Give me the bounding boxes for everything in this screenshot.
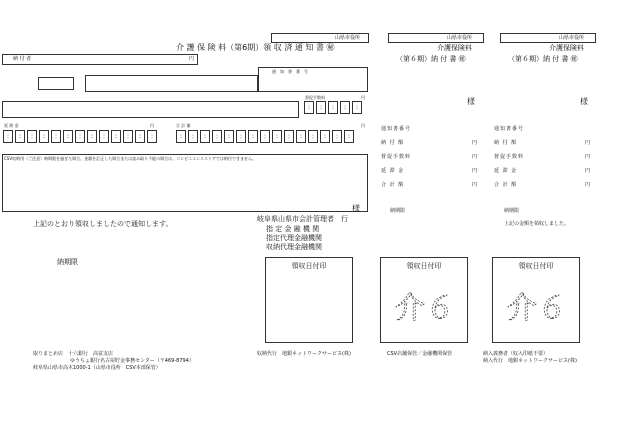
- bank-collection-agent: 収納代理金融機関: [266, 243, 322, 251]
- stub2-sama: 様: [580, 97, 588, 106]
- stub1-stamp-label: 領収日付印: [406, 262, 442, 270]
- stub2-footer-line-2: 納入代行 地銀ネットワークサービス(株): [483, 358, 577, 364]
- total-digit: :: [260, 130, 270, 143]
- stub2-row-yen: 円: [584, 140, 590, 146]
- payer-name-box[interactable]: [85, 75, 258, 92]
- agent-text: 収納代行 地銀ネットワークサービス(株): [257, 351, 351, 357]
- arrears-label: 延 滞 金: [4, 123, 19, 128]
- total-digit: :: [332, 130, 342, 143]
- stub1-row-arrears: [381, 168, 477, 174]
- arrears-digit: :: [63, 130, 73, 143]
- stub1-stamp-mark: [395, 286, 455, 326]
- stub2-office-label: 山県市役所: [559, 35, 585, 41]
- total-digit: :: [320, 130, 330, 143]
- stub1-row-label: 延 滞 金: [381, 168, 405, 174]
- receipt-sama: 様: [352, 204, 360, 213]
- arrears-digit: :: [135, 130, 145, 143]
- footer-line-3: 岐阜県山県市高木1000-1（山県市役所 CSV本部保管）: [33, 365, 161, 371]
- receipt-stamp-box: [265, 257, 353, 343]
- arrears-digit: :: [147, 130, 157, 143]
- fee-digit: :: [340, 101, 350, 114]
- payer-row: [2, 54, 198, 65]
- stub1-due-label: 納期限: [390, 208, 406, 214]
- total-digit: :: [176, 130, 186, 143]
- arrears-digit: :: [75, 130, 85, 143]
- stub2-due-label: 納期限: [504, 208, 520, 214]
- arrears-digit: :: [111, 130, 121, 143]
- stub1-row-yen: 円: [471, 140, 477, 146]
- stub2-row-yen: 円: [584, 154, 590, 160]
- stub1-row-total: [381, 182, 477, 188]
- stub2-title1: 介護保険料: [549, 44, 584, 52]
- fee-digit: :: [304, 101, 314, 114]
- notice-number-label: 通 知 書 番 号: [272, 69, 308, 74]
- arrears-digit: :: [39, 130, 49, 143]
- stub1-row-label: 納 付 額: [381, 140, 405, 146]
- stub2-stamp-mark: [507, 286, 567, 326]
- total-digit: :: [212, 130, 222, 143]
- stub2-row-label: 延 滞 金: [494, 168, 518, 174]
- stub1-title2: （第６期）納 付 書 ㊙: [396, 55, 466, 63]
- stub2-received-text: 上記の金額を領収しました。: [504, 221, 570, 227]
- total-yen: 円: [361, 123, 365, 128]
- stub2-row-arrears: [494, 168, 590, 174]
- fee-digit: :: [352, 101, 362, 114]
- stub1-row-fee: [381, 154, 477, 160]
- stub1-row-yen: 円: [471, 168, 477, 174]
- total-digit: :: [308, 130, 318, 143]
- stub2-title2: （第６期）納 付 書 ㊙: [508, 55, 578, 63]
- arrears-digit: :: [15, 130, 25, 143]
- arrears-digits: [3, 130, 157, 143]
- stub1-row-yen: 円: [471, 154, 477, 160]
- stub2-row-fee: [494, 154, 590, 160]
- total-digit: :: [188, 130, 198, 143]
- stub1-office-label: 山県市役所: [447, 35, 473, 41]
- stub2-row-total: [494, 182, 590, 188]
- footer-line-2: ゆうちょ銀行名古屋貯金事務センター（〒469-8794）: [70, 358, 194, 364]
- warning-text: CSV収納用（ご注意）納期限を過ぎた場合、金額を訂正した場合または読み取り不能の場合は、コンビニエンスストアでは納付できません。: [4, 156, 257, 161]
- barcode-area: [2, 154, 368, 212]
- fee-yen: 円: [361, 95, 365, 100]
- stub2-row-amount: [494, 140, 590, 146]
- stub1-row-label: 督促手数料: [381, 154, 412, 160]
- total-label: 合 計 額: [176, 123, 191, 128]
- fee-digit: :: [328, 101, 338, 114]
- total-digit: :: [248, 130, 258, 143]
- receipt-office-label: 山県市役所: [335, 35, 361, 41]
- total-digit: :: [344, 130, 354, 143]
- arrears-digit: :: [27, 130, 37, 143]
- arrears-yen: 円: [150, 123, 154, 128]
- arrears-digit: :: [87, 130, 97, 143]
- bank-designated-agent: 指定代理金融機関: [266, 234, 322, 242]
- receipt-title: 介 護 保 険 料（第6期）領 収 済 通 知 書 ㊙: [176, 43, 335, 52]
- total-digit: :: [236, 130, 246, 143]
- stub2-row-notice: [494, 126, 590, 132]
- stub2-footer-line-1: 納入義務者（収入印紙不要）: [483, 351, 549, 357]
- notified-text: 上記のとおり領収しましたので通知します。: [33, 220, 173, 228]
- arrears-digit: :: [99, 130, 109, 143]
- bank-designated: 指 定 金 融 機 関: [266, 225, 320, 233]
- stub2-stamp-label: 領収日付印: [518, 262, 554, 270]
- arrears-digit: :: [123, 130, 133, 143]
- stub2-row-label: 納 付 額: [494, 140, 518, 146]
- fee-digit: :: [316, 101, 326, 114]
- stub1-footer-text: CSV店舗保管／金融機関保管: [387, 351, 453, 357]
- stub1-row-yen: 円: [471, 182, 477, 188]
- arrears-digit: :: [3, 130, 13, 143]
- total-digits: [176, 130, 354, 143]
- stub2-row-yen: 円: [584, 182, 590, 188]
- payer-code-box[interactable]: [38, 77, 74, 90]
- fee-label: 督促手数料: [305, 95, 325, 100]
- stub1-stamp-box: [380, 257, 468, 343]
- stub2-row-yen: 円: [584, 168, 590, 174]
- stub1-row-label: 合 計 額: [381, 182, 405, 188]
- total-digit: :: [200, 130, 210, 143]
- receipt-due-label: 納期限: [57, 258, 78, 266]
- address-box: [2, 101, 299, 118]
- fee-digits: [304, 101, 362, 114]
- svg-text:介６: 介６: [395, 291, 455, 326]
- total-digit: :: [296, 130, 306, 143]
- total-digit: :: [272, 130, 282, 143]
- svg-text:介６: 介６: [507, 291, 567, 326]
- arrears-digit: :: [51, 130, 61, 143]
- stub1-row-amount: [381, 140, 477, 146]
- stub1-row-notice: [381, 126, 477, 132]
- stub2-stamp-box: [492, 257, 580, 343]
- stub2-row-label: 合 計 額: [494, 182, 518, 188]
- total-digit: :: [224, 130, 234, 143]
- stub1-row-label: 通知書番号: [381, 126, 412, 132]
- stub2-row-label: 督促手数料: [494, 154, 525, 160]
- treasurer-text: 岐阜県山県市会計管理者 行: [257, 215, 348, 223]
- total-digit: :: [284, 130, 294, 143]
- stub1-sama: 様: [467, 97, 475, 106]
- stub2-row-label: 通知書番号: [494, 126, 525, 132]
- payer-yen: 円: [189, 56, 195, 62]
- receipt-stamp-label: 領収日付印: [291, 262, 327, 270]
- payer-label: 納 付 者: [13, 56, 32, 62]
- footer-line-1: 取りまとめ店 十六銀行 高富支店: [33, 351, 114, 357]
- stub1-title1: 介護保険料: [437, 44, 472, 52]
